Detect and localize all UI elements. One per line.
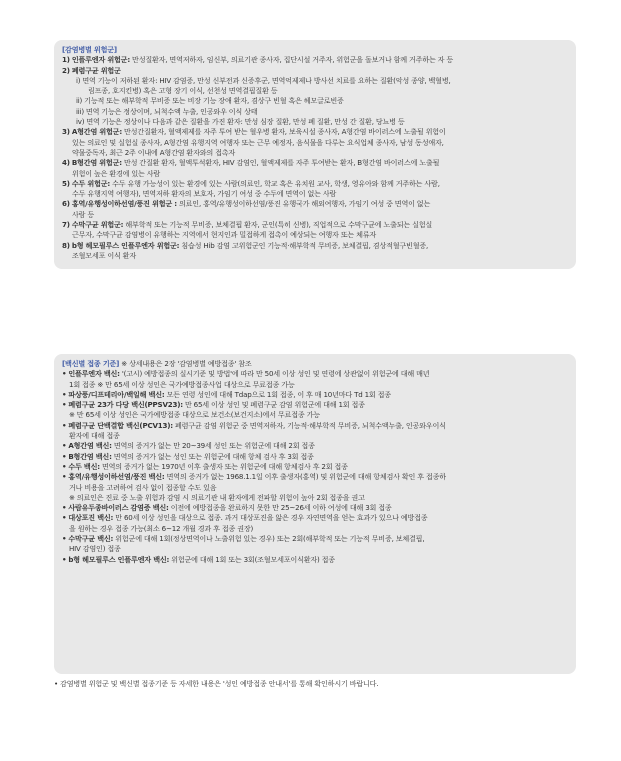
risk-item-label: 인플루엔자 위험군:: [71, 55, 130, 65]
risk-item-text: 해부학적 또는 기능적 무비증, 보체결핍 환자, 군인(특히 신병), 직업적으로 수막구균에 노출되는 실험실: [125, 220, 433, 230]
vaccine-bullet: [62, 452, 568, 462]
risk-item-label: 수막구균 위험군:: [71, 220, 124, 230]
risk-item-text: 수두 유행 가능성이 있는 환경에 있는 사람(의료인, 학교 혹은 유치원 교사, 학생, 영유아와 함께 거주하는 사람,: [112, 178, 440, 188]
vaccine-text: 만 65세 이상 성인 및 폐렴구균 감염 위험군에 대해 1회 접종: [184, 400, 365, 410]
vaccine-label: A형간염 백신:: [68, 441, 112, 451]
pneumococcal-sub-iii: iii) 면역 기능은 정상이며, 뇌척수액 누출, 인공와우 이식 상태: [76, 106, 258, 116]
risk-item-number: 3): [62, 127, 70, 137]
risk-group-title: [감염병별 위험군]: [62, 45, 117, 54]
risk-item-6-cont: 사람 등: [72, 209, 95, 219]
risk-item-3-cont: 약물중독자, 최근 2주 이내에 A형간염 환자와의 접촉자: [72, 147, 236, 157]
vaccine-label: 사람유두종바이러스 감염증 백신:: [68, 503, 169, 513]
risk-item-4-cont: 위험이 높은 환경에 있는 사람: [72, 168, 161, 178]
vaccine-criteria-heading: [62, 359, 568, 369]
risk-item-label: 수두 위험군:: [71, 178, 111, 188]
risk-group-box: [54, 40, 576, 269]
vaccine-text: 면역의 증거가 없는 1970년 이후 출생자 또는 위험군에 대해 항체검사 후 2회 접종: [101, 461, 348, 471]
risk-item-3: [62, 127, 568, 137]
vaccine-label: 폐렴구균 단백결합 백신(PCV13):: [68, 420, 173, 430]
risk-item-2: [62, 66, 568, 76]
vaccine-label: 인플루엔자 백신:: [68, 369, 120, 379]
vaccine-text: 모든 연령 성인에 대해 Tdap으로 1회 접종, 이 후 매 10년마다 Td 1회 접종: [166, 389, 391, 399]
risk-item-number: 6): [62, 199, 70, 209]
risk-item-number: 5): [62, 178, 70, 188]
vaccine-bullet: [62, 472, 568, 482]
vaccine-label: 폐렴구균 23가 다당 백신(PPSV23):: [68, 400, 183, 410]
vaccine-text: 면역의 증거가 없는 성인 또는 위험군에 대해 항체 검사 후 3회 접종: [113, 451, 314, 461]
risk-item-7-cont: 근무자, 수막구균 감염병이 유행하는 지역에서 현지인과 밀접하게 접촉이 예상되는 여행자 또는 체류자: [72, 230, 377, 240]
vaccine-text-cont: HIV 감염인) 접종: [69, 544, 121, 554]
risk-item-5-cont: 수두 유행지역 여행자), 면역저하 환자의 보호자, 가임기 여성 중 수두에 면역이 없는 사람: [72, 189, 337, 199]
pneumococcal-sub-iv: iv) 면역 기능은 정상이나 다음과 같은 질환을 가진 환자: 만성 심장 질환, 만성 폐 질환, 만성 간 질환, 당뇨병 등: [76, 117, 405, 127]
risk-item-1: [62, 55, 568, 65]
risk-item-text: 만성간질환자, 혈액제제를 자주 투여 받는 혈우병 환자, 보육시설 종사자, A형간염 바이러스에 노출될 위험이: [124, 127, 446, 137]
risk-item-text: 의료인, 홍역/유행성이하선염/풍진 유행국가 해외여행자, 가임기 여성 중 면역이 없는: [179, 199, 431, 209]
vaccine-note: ※ 만 65세 이상 성인은 국가예방접종 대상으로 보건소(보건지소)에서 무료접종 가능: [69, 410, 320, 420]
risk-item-number: 1): [62, 55, 70, 65]
vaccine-label: 수두 백신:: [68, 461, 100, 471]
vaccine-text: '(고시) 예방접종의 실시기준 및 방법'에 따라 만 50세 이상 성인 및 연령에 상관없이 위험군에 대해 매년: [121, 369, 430, 379]
vaccine-text: 폐렴구균 감염 위험군 중 면역저하자, 기능적·해부학적 무비증, 뇌척수액누출, 인공와우이식: [174, 420, 446, 430]
vaccine-bullet: [62, 441, 568, 451]
vaccine-text-cont: 을 원하는 경우 접종 가능(최소 6~12 개월 경과 후 접종 권장): [69, 523, 254, 533]
vaccine-bullet: [62, 462, 568, 472]
risk-item-3-cont: 있는 의료인 및 실험실 종사자, A형간염 유행지역 여행자 또는 근무 예정자, 음식물을 다루는 요식업체 종사자, 남성 동성애자,: [72, 137, 444, 147]
risk-item-number: 2): [62, 65, 70, 75]
vaccine-text: 면역의 증거가 없는 1968.1.1일 이후 출생자(홍역) 및 위험군에 대해 항체검사 확인 후 접종하: [166, 472, 446, 482]
vaccine-text: 위험군에 대해 1회 또는 3회(조혈모세포이식환자) 접종: [171, 554, 335, 564]
vaccine-text: 위험군에 대해 1회(정상면역이나 노출위험 있는 경우) 또는 2회(해부학적 또는 기능적 무비증, 보체결핍,: [115, 534, 425, 544]
risk-item-text: 침습성 Hib 감염 고위험군인 기능적·해부학적 무비증, 보체결핍, 겸상적혈구빈혈증,: [181, 240, 429, 250]
risk-item-label: 폐렴구균 위험군: [71, 65, 121, 75]
vaccine-bullet: [62, 534, 568, 544]
vaccine-label: b형 헤모필루스 인플루엔자 백신:: [68, 554, 170, 564]
risk-item-5: [62, 179, 568, 189]
vaccine-criteria-note: ※ 상세내용은 2장 '감염병별 예방접종' 참조: [121, 359, 252, 368]
vaccine-bullet: [62, 503, 568, 513]
risk-item-7: [62, 220, 568, 230]
risk-item-8: [62, 241, 568, 251]
vaccine-note: ※ 의료인은 진료 중 노출 위험과 감염 시 의료기관 내 환자에게 전파할 위험이 높아 2회 접종을 권고: [69, 492, 365, 502]
vaccine-text: 면역의 증거가 없는 만 20~39세 성인 또는 위험군에 대해 2회 접종: [113, 441, 315, 451]
vaccine-bullet: [62, 421, 568, 431]
risk-item-number: 8): [62, 240, 70, 250]
vaccine-text-cont: 환자에 대해 접종: [69, 431, 120, 441]
vaccine-bullet-list: [62, 369, 568, 565]
vaccine-label: 대상포진 백신:: [68, 513, 114, 523]
vaccine-bullet: [62, 513, 568, 523]
risk-item-text: 만성 간질환 환자, 혈액투석환자, HIV 감염인, 혈액제제를 자주 투여받는 환자, B형간염 바이러스에 노출될: [123, 158, 440, 168]
vaccine-text-cont: 1회 접종 ※ 만 65세 이상 성인은 국가예방접종사업 대상으로 무료접종 가능: [69, 379, 295, 389]
vaccine-text-cont: 거나 비용을 고려하여 검사 없이 접종할 수도 있음: [69, 482, 217, 492]
risk-item-label: b형 헤모필루스 인플루엔자 위험군:: [71, 240, 180, 250]
risk-item-number: 7): [62, 220, 70, 230]
vaccine-bullet: [62, 555, 568, 565]
risk-item-label: 홍역/유행성이하선염/풍진 위험군 :: [71, 199, 177, 209]
vaccine-label: B형간염 백신:: [68, 451, 112, 461]
pneumococcal-sub-i-cont: 림프종, 호지킨병) 혹은 고형 장기 이식, 선천성 면역결핍질환 등: [88, 86, 278, 96]
vaccine-text: 만 60세 이상 성인을 대상으로 접종. 과거 대상포진을 앓은 경우 자연면역을 얻는 효과가 있으나 예방접종: [115, 513, 428, 523]
vaccine-bullet: [62, 390, 568, 400]
pneumococcal-sub-i: i) 면역 기능이 저하된 환자: HIV 감염증, 만성 신부전과 신증후군, 면역억제제나 방사선 치료를 요하는 질환(악성 종양, 백혈병,: [76, 75, 451, 85]
pneumococcal-sub-ii: ii) 기능적 또는 해부학적 무비증 또는 비장 기능 장애 환자, 겸상구 빈혈 혹은 헤모글로빈증: [76, 96, 344, 106]
risk-item-text: 만성질환자, 면역저하자, 임신부, 의료기관 종사자, 집단시설 거주자, 위험군을 돌보거나 함께 거주하는 자 등: [132, 55, 454, 65]
risk-item-number: 4): [62, 158, 70, 168]
risk-item-6: [62, 199, 568, 209]
vaccine-label: 수막구균 백신:: [68, 534, 114, 544]
vaccine-bullet: [62, 400, 568, 410]
vaccine-label: 홍역/유행성이하선염/풍진 백신:: [68, 472, 165, 482]
vaccine-criteria-box: [54, 354, 576, 674]
risk-item-label: A형간염 위험군:: [71, 127, 122, 137]
vaccine-text: 이전에 예방접종을 완료하지 못한 만 25~26세 이하 여성에 대해 3회 접종: [170, 503, 392, 513]
vaccine-criteria-title: [백신별 접종 기준]: [62, 359, 120, 368]
risk-item-8-cont: 조혈모세포 이식 환자: [72, 250, 136, 260]
footnote: • 감염병별 위험군 및 백신별 접종기준 등 자세한 내용은 '성인 예방접종 안내서'를 통해 확인하시기 바랍니다.: [54, 679, 379, 688]
risk-item-4: [62, 158, 568, 168]
risk-item-label: B형간염 위험군:: [71, 158, 122, 168]
vaccine-label: 파상풍/디프테리아/백일해 백신:: [68, 389, 165, 399]
vaccine-bullet: [62, 369, 568, 379]
